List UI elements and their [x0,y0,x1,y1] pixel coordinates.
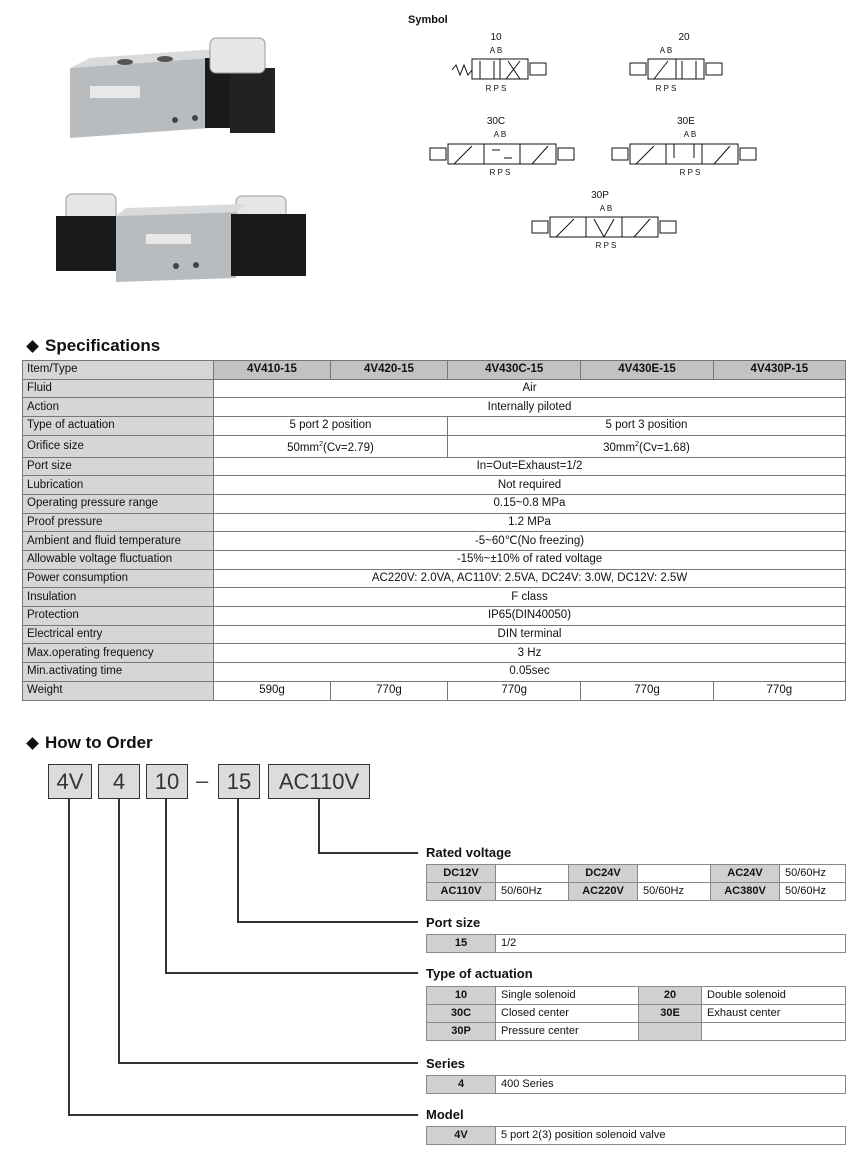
connector-line [118,798,120,1062]
voltage-value: 50/60Hz [496,883,569,901]
actuation-value [702,1023,846,1041]
actuation-value: Exhaust center [702,1005,846,1023]
row-label: Allowable voltage fluctuation [23,551,214,570]
table-row [427,1076,846,1094]
model-header: 4V410-15 [214,361,331,380]
code-dash: – [196,768,209,793]
actuation-key: 30P [427,1023,496,1041]
weight-value: 770g [447,681,581,700]
table-row [23,569,846,588]
actuation-key: 30E [639,1005,702,1023]
connector-line [165,798,167,972]
model-table [426,1126,846,1145]
actuation-value: Single solenoid [496,987,639,1005]
table-row [23,435,846,457]
actuation-value: Closed center [496,1005,639,1023]
valve-photo-single [60,28,300,158]
symbol-20-diagram [628,55,740,85]
row-label: Weight [23,681,214,700]
symbol-title: Symbol [408,14,448,26]
symbol-30p-diagram [530,213,680,243]
connector-line [318,798,320,852]
header-label: Item/Type [23,361,214,380]
orifice-2pos-cv: (Cv=2.79) [322,441,374,454]
voltage-key: DC12V [427,865,496,883]
symbol-30e-ports-top: A B [683,130,697,139]
model-header: 4V430E-15 [581,361,713,380]
row-label: Protection [23,607,214,626]
actuation-title: Type of actuation [426,966,533,981]
symbol-30e-ports-bottom: R P S [679,168,701,177]
row-value: IP65(DIN40050) [214,607,846,626]
valve-photo-double [36,186,316,296]
row-label: Electrical entry [23,625,214,644]
table-row [23,476,846,495]
voltage-value: 50/60Hz [638,883,711,901]
actuation-value: Double solenoid [702,987,846,1005]
table-row [23,398,846,417]
series-key: 4 [427,1076,496,1094]
row-label: Min.activating time [23,663,214,682]
symbol-30c-label: 30C [486,116,506,127]
series-value: 400 Series [496,1076,846,1094]
row-value: -5~60℃(No freezing) [214,532,846,551]
voltage-key: AC24V [711,865,780,883]
rated-voltage-table [426,864,846,901]
squared-sup: 2 [635,440,639,448]
code-model-box: 4V [48,764,92,799]
model-header: 4V430C-15 [447,361,581,380]
model-value: 5 port 2(3) position solenoid valve [496,1127,846,1145]
voltage-key: AC220V [569,883,638,901]
table-row [427,1023,846,1041]
how-to-order-title: How to Order [45,733,153,752]
actuation-key: 20 [639,987,702,1005]
table-row [23,607,846,626]
row-value [447,435,845,457]
symbol-20-ports-bottom: R P S [655,84,677,93]
row-value: 3 Hz [214,644,846,663]
table-row [23,513,846,532]
voltage-key: AC110V [427,883,496,901]
table-row [427,865,846,883]
orifice-2pos-area: 50mm [287,441,320,454]
row-label: Power consumption [23,569,214,588]
symbol-30p-ports-bottom: R P S [595,241,617,250]
series-table [426,1075,846,1094]
symbol-30p-ports-top: A B [599,204,613,213]
squared-sup: 2 [319,440,323,448]
symbol-20-label: 20 [678,32,690,43]
row-label: Port size [23,457,214,476]
code-series-box: 4 [98,764,140,799]
actuation-key [639,1023,702,1041]
row-label: Action [23,398,214,417]
row-label: Lubrication [23,476,214,495]
connector-line [68,1114,418,1116]
row-label: Operating pressure range [23,494,214,513]
row-value: 0.15~0.8 MPa [214,494,846,513]
weight-value: 770g [581,681,713,700]
actuation-value: Pressure center [496,1023,639,1041]
connector-line [237,798,239,921]
row-label: Type of actuation [23,417,214,436]
symbol-30e-diagram [610,140,760,170]
row-value: 5 port 3 position [447,417,845,436]
specifications-heading [26,336,160,356]
symbol-20-ports-top: A B [659,46,673,55]
connector-line [165,972,418,974]
voltage-key: DC24V [569,865,638,883]
row-value: F class [214,588,846,607]
actuation-key: 30C [427,1005,496,1023]
connector-line [237,921,418,923]
actuation-table [426,986,846,1041]
specifications-table [22,360,846,701]
model-key: 4V [427,1127,496,1145]
voltage-key: AC380V [711,883,780,901]
table-row [23,457,846,476]
connector-line [318,852,418,854]
diamond-bullet-icon [26,737,39,750]
model-header: 4V420-15 [330,361,447,380]
connector-line [118,1062,418,1064]
table-row [23,379,846,398]
model-header: 4V430P-15 [713,361,845,380]
row-label: Fluid [23,379,214,398]
row-label: Max.operating frequency [23,644,214,663]
code-port-size-box: 15 [218,764,260,799]
row-value: Air [214,379,846,398]
code-voltage-box: AC110V [268,764,370,799]
port-size-value: 1/2 [496,935,846,953]
row-value: Internally piloted [214,398,846,417]
diamond-bullet-icon [26,340,39,353]
connector-line [68,798,70,1114]
row-value: AC220V: 2.0VA, AC110V: 2.5VA, DC24V: 3.0W, DC12V: 2.5W [214,569,846,588]
row-value: 1.2 MPa [214,513,846,532]
code-actuation-box: 10 [146,764,188,799]
weight-value: 770g [330,681,447,700]
row-label: Insulation [23,588,214,607]
table-row [427,987,846,1005]
symbol-10-ports-bottom: R P S [485,84,507,93]
row-value: DIN terminal [214,625,846,644]
row-value: 5 port 2 position [214,417,448,436]
row-label: Proof pressure [23,513,214,532]
table-row [427,1005,846,1023]
table-row [23,361,846,380]
series-title: Series [426,1056,466,1071]
voltage-value: 50/60Hz [780,865,846,883]
symbol-30c-diagram [428,140,578,170]
how-to-order-heading [26,733,153,753]
row-label: Ambient and fluid temperature [23,532,214,551]
voltage-value [638,865,711,883]
table-row [427,1127,846,1145]
symbol-10-diagram [450,55,550,85]
orifice-3pos-area: 30mm [603,441,636,454]
table-row [23,663,846,682]
symbol-30c-ports-bottom: R P S [489,168,511,177]
symbol-30e-label: 30E [677,116,695,127]
row-value: Not required [214,476,846,495]
table-row [23,625,846,644]
table-row [23,588,846,607]
specifications-title: Specifications [45,336,161,355]
symbol-10-label: 10 [490,32,502,43]
table-row [23,681,846,700]
actuation-key: 10 [427,987,496,1005]
row-value [214,435,448,457]
row-label: Orifice size [23,435,214,457]
port-size-title: Port size [426,915,481,930]
table-row [23,551,846,570]
row-value: 0.05sec [214,663,846,682]
rated-voltage-title: Rated voltage [426,845,512,860]
weight-value: 590g [214,681,331,700]
symbol-30p-label: 30P [591,190,609,201]
symbol-30c-ports-top: A B [493,130,507,139]
model-title: Model [426,1107,464,1122]
table-row [23,494,846,513]
table-row [23,644,846,663]
table-row [427,935,846,953]
table-row [427,883,846,901]
table-row [23,532,846,551]
symbol-10-ports-top: A B [489,46,503,55]
row-value: In=Out=Exhaust=1/2 [214,457,846,476]
table-row [23,417,846,436]
voltage-value [496,865,569,883]
row-value: -15%~±10% of rated voltage [214,551,846,570]
port-size-table [426,934,846,953]
port-size-key: 15 [427,935,496,953]
voltage-value: 50/60Hz [780,883,846,901]
orifice-3pos-cv: (Cv=1.68) [638,441,690,454]
weight-value: 770g [713,681,845,700]
